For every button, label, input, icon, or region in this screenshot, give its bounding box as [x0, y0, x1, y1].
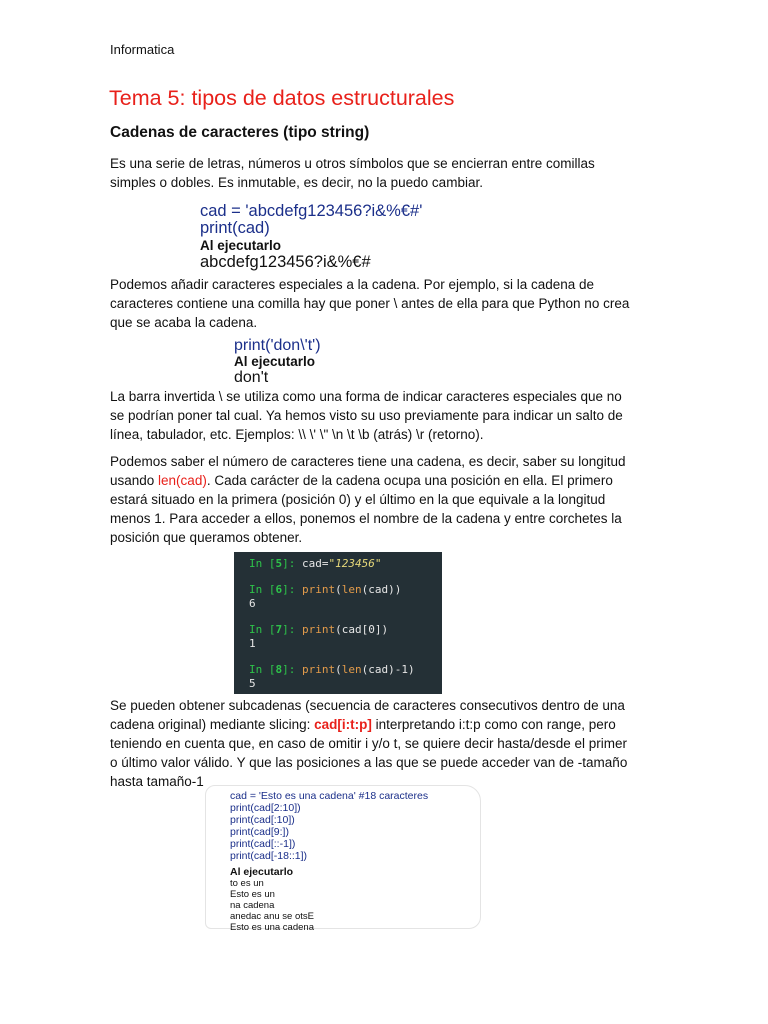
code-output: to es un [230, 878, 264, 889]
prompt: In [ [249, 623, 276, 636]
paragraph-line: se podrían poner tal cual. Ya hemos visto su uso previamente para indicar un salto de [110, 408, 623, 423]
paragraph-line: Es una serie de letras, números u otros símbolos que se encierran entre comillas [110, 156, 595, 171]
code-text: (cad)-1) [361, 663, 415, 676]
output-label: Al ejecutarlo [200, 238, 282, 253]
paragraph-line: posición que queramos obtener. [110, 530, 303, 545]
paragraph-line: caracteres contiene una comilla hay que poner \ antes de ella para que Python no crea [110, 296, 630, 311]
section-heading: Cadenas de caracteres (tipo string) [110, 124, 370, 141]
prompt: In [ [249, 557, 276, 570]
notebook-output-line: 6 [249, 597, 256, 610]
notebook-output-line: 5 [249, 677, 256, 690]
paragraph-length [110, 452, 662, 547]
code-function: len [341, 663, 362, 676]
code-line: print(cad[2:10]) [230, 802, 301, 814]
page-header: Informatica [110, 42, 175, 57]
code-line: print(cad) [200, 219, 270, 237]
prompt: ]: [282, 623, 302, 636]
prompt: ]: [282, 557, 302, 570]
code-example-3 [205, 785, 485, 933]
notebook-input-line [249, 623, 388, 636]
notebook-screenshot [234, 552, 442, 694]
paragraph-line: hasta tamaño-1 [110, 774, 204, 789]
prompt-number: 6 [275, 583, 283, 596]
paragraph-line: Se pueden obtener subcadenas (secuencia de caracteres consecutivos dentro de una [110, 698, 625, 713]
paragraph-backslash [110, 387, 662, 444]
paragraph-line: línea, tabulador, etc. Ejemplos: \\ \' \" \n \t \b (atrás) \r (retorno). [110, 427, 484, 442]
paragraph-slicing [110, 696, 662, 791]
code-function: len [341, 583, 362, 596]
paragraph-line: Podemos añadir caracteres especiales a la cadena. Por ejemplo, si la cadena de [110, 277, 595, 292]
code-line: print(cad[-18::1]) [230, 850, 308, 862]
paragraph-intro [110, 154, 662, 192]
paragraph-line: que se acaba la cadena. [110, 315, 258, 330]
inline-code-slice: cad[i:t:p] [314, 717, 372, 732]
code-output: anedac anu se otsE [230, 911, 314, 922]
text-span: usando [110, 473, 159, 488]
paragraph-special-chars [110, 275, 662, 332]
code-text: ( [335, 583, 342, 596]
output-label: Al ejecutarlo [234, 354, 316, 369]
page-title: Tema 5: tipos de datos estructurales [109, 86, 455, 110]
code-output: Esto es un [230, 889, 275, 900]
output-label: Al ejecutarlo [230, 866, 294, 878]
code-line: print('don\'t') [234, 337, 321, 354]
code-function: print [302, 623, 336, 636]
paragraph-line: menos 1. Para acceder a ellos, ponemos el nombre de la cadena y entre corchetes la [110, 511, 622, 526]
paragraph-line: estará situado en la primera (posición 0) y el último en la que equivale a la longitud [110, 492, 606, 507]
notebook-input-line [249, 583, 401, 596]
code-function: print [302, 583, 336, 596]
paragraph-line: La barra invertida \ se utiliza como una forma de indicar caracteres especiales que no [110, 389, 622, 404]
paragraph-line: simples o dobles. Es inmutable, es decir, no la puedo cambiar. [110, 175, 483, 190]
code-text: (cad)) [361, 583, 402, 596]
prompt: ]: [282, 583, 302, 596]
code-line: cad = 'Esto es una cadena' #18 caracteres [230, 790, 429, 802]
prompt-number: 7 [275, 623, 283, 636]
paragraph-line: o último valor válido. Y que las posiciones a las que se puede acceder van de -tamaño [110, 755, 628, 770]
paragraph-line [110, 715, 662, 734]
code-output: don't [234, 369, 269, 386]
code-text: ( [335, 663, 342, 676]
code-line: print(cad[9:]) [230, 826, 289, 838]
code-example-1 [200, 203, 422, 271]
code-text: cad= [302, 557, 329, 570]
code-output: abcdefg123456?i&%€# [200, 253, 371, 271]
code-string: "123456" [328, 557, 382, 570]
text-span: . Cada carácter de la cadena ocupa una posición en ella. El primero [206, 473, 613, 488]
paragraph-line [110, 471, 662, 490]
prompt: In [ [249, 583, 276, 596]
code-line: cad = 'abcdefg123456?i&%€#' [200, 202, 423, 220]
prompt-number: 5 [275, 557, 283, 570]
code-example-2 [234, 338, 321, 386]
notebook-input-line [249, 557, 381, 570]
paragraph-line: Podemos saber el número de caracteres tiene una cadena, es decir, saber su longitud [110, 454, 626, 469]
text-span: interpretando i:t:p como con range, pero [371, 717, 616, 732]
code-output: na cadena [230, 900, 275, 911]
code-text: (cad[0]) [335, 623, 389, 636]
code-output: Esto es una cadena [230, 922, 314, 933]
paragraph-line: teniendo en cuenta que, en caso de omitir i y/o t, se quiere decir hasta/desde el primer [110, 736, 628, 751]
notebook-input-line [249, 663, 415, 676]
code-line: print(cad[:10]) [230, 814, 295, 826]
code-function: print [302, 663, 336, 676]
text-span: cadena original) mediante slicing: [110, 717, 315, 732]
code-line: print(cad[::-1]) [230, 838, 296, 850]
prompt: ]: [282, 663, 302, 676]
inline-code-len: len(cad) [158, 473, 207, 488]
prompt-number: 8 [275, 663, 283, 676]
prompt: In [ [249, 663, 276, 676]
notebook-output-line: 1 [249, 637, 256, 650]
